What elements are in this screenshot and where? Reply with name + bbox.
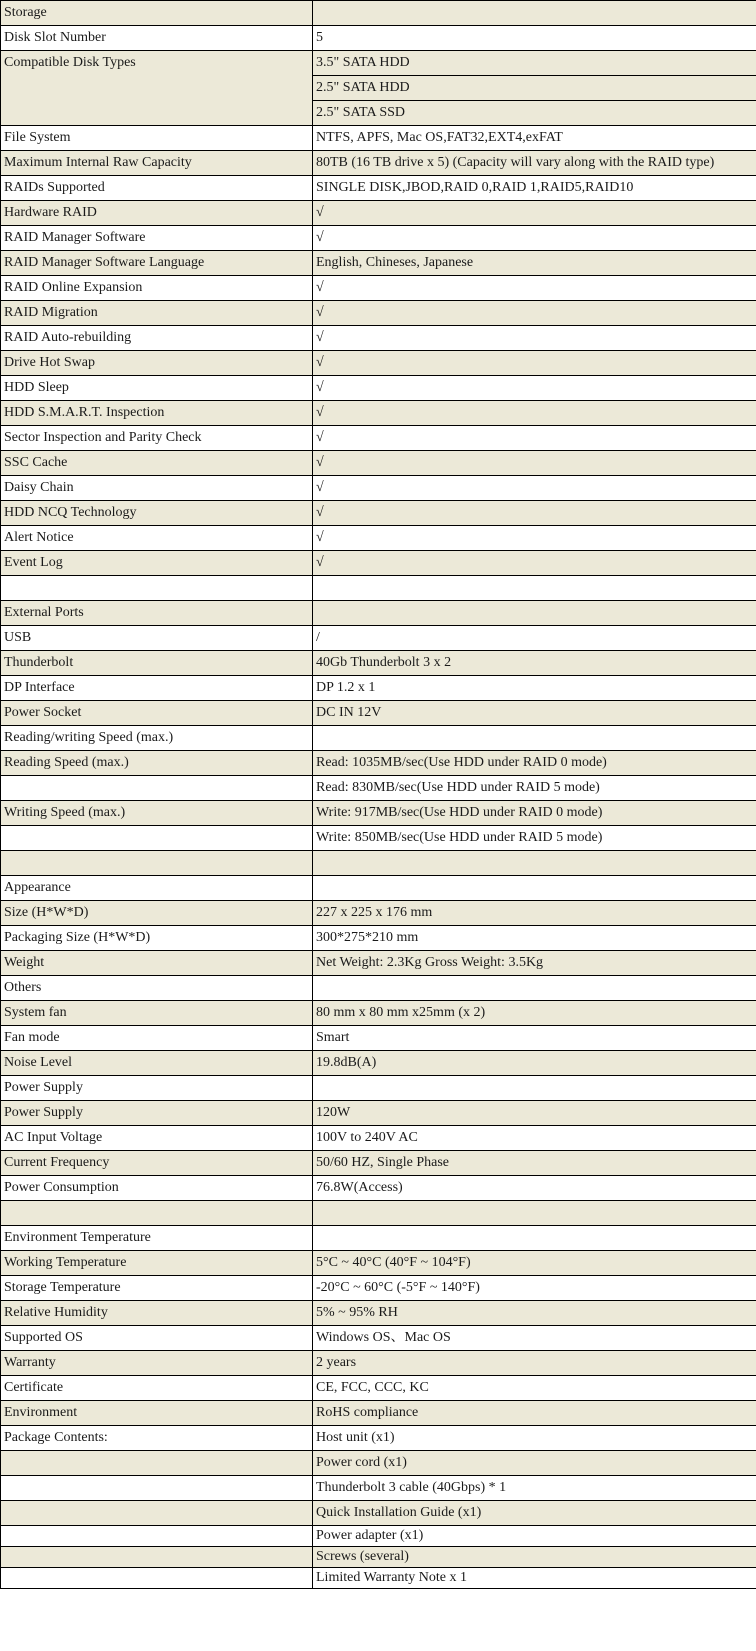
- spec-value: 5°C ~ 40°C (40°F ~ 104°F): [313, 1251, 756, 1276]
- spec-row: [1, 1501, 756, 1526]
- spec-row: [1, 176, 756, 201]
- spec-label: RAID Online Expansion: [1, 276, 313, 301]
- spec-value: 300*275*210 mm: [313, 926, 756, 951]
- spec-value: Net Weight: 2.3Kg Gross Weight: 3.5Kg: [313, 951, 756, 976]
- spec-row: [1, 1276, 756, 1301]
- spec-row: [1, 1401, 756, 1426]
- spec-label: [1, 1568, 313, 1589]
- spec-label: [1, 1547, 313, 1568]
- spec-value: √: [313, 226, 756, 251]
- spec-value: √: [313, 476, 756, 501]
- spec-label: Power Supply: [1, 1101, 313, 1126]
- spec-row: [1, 951, 756, 976]
- spec-value: Write: 917MB/sec(Use HDD under RAID 0 mode): [313, 801, 756, 826]
- spec-label: RAID Manager Software Language: [1, 251, 313, 276]
- spec-value: √: [313, 201, 756, 226]
- spec-label: [1, 576, 313, 601]
- spec-row: [1, 676, 756, 701]
- spec-label: Warranty: [1, 1351, 313, 1376]
- spec-label: [1, 1526, 313, 1547]
- spec-value: DC IN 12V: [313, 701, 756, 726]
- spec-value: English, Chineses, Japanese: [313, 251, 756, 276]
- spec-value: [313, 726, 756, 751]
- spec-row: [1, 851, 756, 876]
- spec-label: Package Contents:: [1, 1426, 313, 1451]
- spec-value: Quick Installation Guide (x1): [313, 1501, 756, 1526]
- spec-label: Reading/writing Speed (max.): [1, 726, 313, 751]
- spec-row: [1, 626, 756, 651]
- spec-row: [1, 226, 756, 251]
- spec-row: [1, 1026, 756, 1051]
- spec-row: [1, 1101, 756, 1126]
- spec-label: [1, 851, 313, 876]
- spec-label: Reading Speed (max.): [1, 751, 313, 776]
- spec-value: 3.5" SATA HDD: [313, 51, 756, 76]
- spec-label: Weight: [1, 951, 313, 976]
- spec-table-body: [1, 1, 756, 1589]
- spec-value: √: [313, 426, 756, 451]
- spec-value: [313, 1, 756, 26]
- spec-value: RoHS compliance: [313, 1401, 756, 1426]
- spec-label: [1, 1451, 313, 1476]
- spec-row: [1, 651, 756, 676]
- spec-label: Power Supply: [1, 1076, 313, 1101]
- spec-row: [1, 976, 756, 1001]
- spec-value: Write: 850MB/sec(Use HDD under RAID 5 mode): [313, 826, 756, 851]
- spec-value: 80 mm x 80 mm x25mm (x 2): [313, 1001, 756, 1026]
- spec-label: [1, 1201, 313, 1226]
- spec-label: Others: [1, 976, 313, 1001]
- spec-row: [1, 1526, 756, 1547]
- spec-value: √: [313, 401, 756, 426]
- spec-label: Power Socket: [1, 701, 313, 726]
- spec-row: [1, 1126, 756, 1151]
- spec-label: Noise Level: [1, 1051, 313, 1076]
- spec-value: √: [313, 301, 756, 326]
- spec-label: Environment: [1, 1401, 313, 1426]
- spec-row: [1, 1451, 756, 1476]
- spec-value: √: [313, 376, 756, 401]
- spec-label: External Ports: [1, 601, 313, 626]
- spec-label: Writing Speed (max.): [1, 801, 313, 826]
- spec-label: File System: [1, 126, 313, 151]
- spec-label: RAIDs Supported: [1, 176, 313, 201]
- spec-label: Hardware RAID: [1, 201, 313, 226]
- spec-row: [1, 1426, 756, 1451]
- spec-label: Storage Temperature: [1, 1276, 313, 1301]
- spec-value: 80TB (16 TB drive x 5) (Capacity will vary along with the RAID type): [313, 151, 756, 176]
- spec-label: AC Input Voltage: [1, 1126, 313, 1151]
- spec-row: [1, 1201, 756, 1226]
- spec-row: [1, 201, 756, 226]
- spec-value: 5: [313, 26, 756, 51]
- spec-value: Read: 830MB/sec(Use HDD under RAID 5 mode): [313, 776, 756, 801]
- spec-label: RAID Manager Software: [1, 226, 313, 251]
- spec-label: HDD S.M.A.R.T. Inspection: [1, 401, 313, 426]
- spec-row: [1, 151, 756, 176]
- spec-value: [313, 876, 756, 901]
- spec-label: [1, 776, 313, 801]
- spec-value: 40Gb Thunderbolt 3 x 2: [313, 651, 756, 676]
- spec-row: [1, 1251, 756, 1276]
- spec-row: [1, 301, 756, 326]
- spec-label: Appearance: [1, 876, 313, 901]
- spec-value: 2.5" SATA HDD: [313, 76, 756, 101]
- spec-value: 76.8W(Access): [313, 1176, 756, 1201]
- spec-label: Certificate: [1, 1376, 313, 1401]
- spec-value: CE, FCC, CCC, KC: [313, 1376, 756, 1401]
- spec-label: [1, 1476, 313, 1501]
- spec-value: Power cord (x1): [313, 1451, 756, 1476]
- spec-label: HDD Sleep: [1, 376, 313, 401]
- spec-label: USB: [1, 626, 313, 651]
- spec-label: Compatible Disk Types: [1, 51, 313, 126]
- spec-label: DP Interface: [1, 676, 313, 701]
- spec-row: [1, 1001, 756, 1026]
- spec-row: [1, 901, 756, 926]
- spec-value: [313, 601, 756, 626]
- spec-label: Thunderbolt: [1, 651, 313, 676]
- spec-label: Daisy Chain: [1, 476, 313, 501]
- spec-value: [313, 1076, 756, 1101]
- spec-value: SINGLE DISK,JBOD,RAID 0,RAID 1,RAID5,RAID10: [313, 176, 756, 201]
- spec-value: √: [313, 451, 756, 476]
- spec-row: [1, 376, 756, 401]
- spec-label: Power Consumption: [1, 1176, 313, 1201]
- spec-label: Current Frequency: [1, 1151, 313, 1176]
- spec-value: -20°C ~ 60°C (-5°F ~ 140°F): [313, 1276, 756, 1301]
- spec-label: Fan mode: [1, 1026, 313, 1051]
- spec-label: Alert Notice: [1, 526, 313, 551]
- spec-value: 2.5" SATA SSD: [313, 101, 756, 126]
- spec-value: 100V to 240V AC: [313, 1126, 756, 1151]
- spec-row: [1, 326, 756, 351]
- spec-row: [1, 401, 756, 426]
- spec-row: [1, 801, 756, 826]
- spec-value: Windows OS、Mac OS: [313, 1326, 756, 1351]
- spec-label: [1, 1501, 313, 1526]
- spec-row: [1, 26, 756, 51]
- spec-row: [1, 576, 756, 601]
- spec-value: Read: 1035MB/sec(Use HDD under RAID 0 mode): [313, 751, 756, 776]
- spec-label: Packaging Size (H*W*D): [1, 926, 313, 951]
- spec-row: [1, 1, 756, 26]
- spec-row: [1, 1051, 756, 1076]
- spec-value: 5% ~ 95% RH: [313, 1301, 756, 1326]
- spec-label: Maximum Internal Raw Capacity: [1, 151, 313, 176]
- spec-row: [1, 876, 756, 901]
- spec-value: 227 x 225 x 176 mm: [313, 901, 756, 926]
- spec-row: [1, 1226, 756, 1251]
- spec-row: [1, 51, 756, 76]
- spec-row: [1, 351, 756, 376]
- spec-label: HDD NCQ Technology: [1, 501, 313, 526]
- spec-row: [1, 1151, 756, 1176]
- spec-value: 50/60 HZ, Single Phase: [313, 1151, 756, 1176]
- spec-label: Event Log: [1, 551, 313, 576]
- spec-row: [1, 1176, 756, 1201]
- spec-value: Host unit (x1): [313, 1426, 756, 1451]
- spec-row: [1, 451, 756, 476]
- spec-label: System fan: [1, 1001, 313, 1026]
- spec-label: Drive Hot Swap: [1, 351, 313, 376]
- spec-row: [1, 426, 756, 451]
- spec-row: [1, 1376, 756, 1401]
- spec-row: [1, 926, 756, 951]
- spec-label: RAID Migration: [1, 301, 313, 326]
- spec-label: [1, 826, 313, 851]
- spec-row: [1, 551, 756, 576]
- spec-value: DP 1.2 x 1: [313, 676, 756, 701]
- spec-label: RAID Auto-rebuilding: [1, 326, 313, 351]
- spec-label: Working Temperature: [1, 1251, 313, 1276]
- spec-label: Size (H*W*D): [1, 901, 313, 926]
- spec-value: √: [313, 351, 756, 376]
- spec-value: √: [313, 501, 756, 526]
- spec-row: [1, 1351, 756, 1376]
- spec-row: [1, 776, 756, 801]
- spec-row: [1, 726, 756, 751]
- spec-row: [1, 701, 756, 726]
- spec-row: [1, 751, 756, 776]
- spec-row: [1, 126, 756, 151]
- spec-value: √: [313, 526, 756, 551]
- spec-row: [1, 501, 756, 526]
- spec-value: [313, 851, 756, 876]
- spec-label: Supported OS: [1, 1326, 313, 1351]
- spec-value: 2 years: [313, 1351, 756, 1376]
- spec-row: [1, 526, 756, 551]
- spec-value: NTFS, APFS, Mac OS,FAT32,EXT4,exFAT: [313, 126, 756, 151]
- spec-row: [1, 1476, 756, 1501]
- spec-value: 120W: [313, 1101, 756, 1126]
- spec-row: [1, 1326, 756, 1351]
- spec-value: [313, 576, 756, 601]
- spec-row: [1, 1547, 756, 1568]
- spec-label: SSC Cache: [1, 451, 313, 476]
- spec-value: 19.8dB(A): [313, 1051, 756, 1076]
- spec-row: [1, 1301, 756, 1326]
- spec-label: Storage: [1, 1, 313, 26]
- spec-label: Relative Humidity: [1, 1301, 313, 1326]
- spec-row: [1, 251, 756, 276]
- spec-value: [313, 1226, 756, 1251]
- spec-row: [1, 1568, 756, 1589]
- spec-value: [313, 1201, 756, 1226]
- spec-label: Sector Inspection and Parity Check: [1, 426, 313, 451]
- spec-value: Screws (several): [313, 1547, 756, 1568]
- spec-value: √: [313, 276, 756, 301]
- spec-value: Power adapter (x1): [313, 1526, 756, 1547]
- spec-value: √: [313, 551, 756, 576]
- spec-value: √: [313, 326, 756, 351]
- spec-value: /: [313, 626, 756, 651]
- spec-value: [313, 976, 756, 1001]
- spec-value: Smart: [313, 1026, 756, 1051]
- spec-label: Disk Slot Number: [1, 26, 313, 51]
- spec-row: [1, 276, 756, 301]
- spec-value: Limited Warranty Note x 1: [313, 1568, 756, 1589]
- spec-row: [1, 1076, 756, 1101]
- spec-row: [1, 826, 756, 851]
- spec-row: [1, 601, 756, 626]
- spec-row: [1, 476, 756, 501]
- spec-value: Thunderbolt 3 cable (40Gbps) * 1: [313, 1476, 756, 1501]
- spec-label: Environment Temperature: [1, 1226, 313, 1251]
